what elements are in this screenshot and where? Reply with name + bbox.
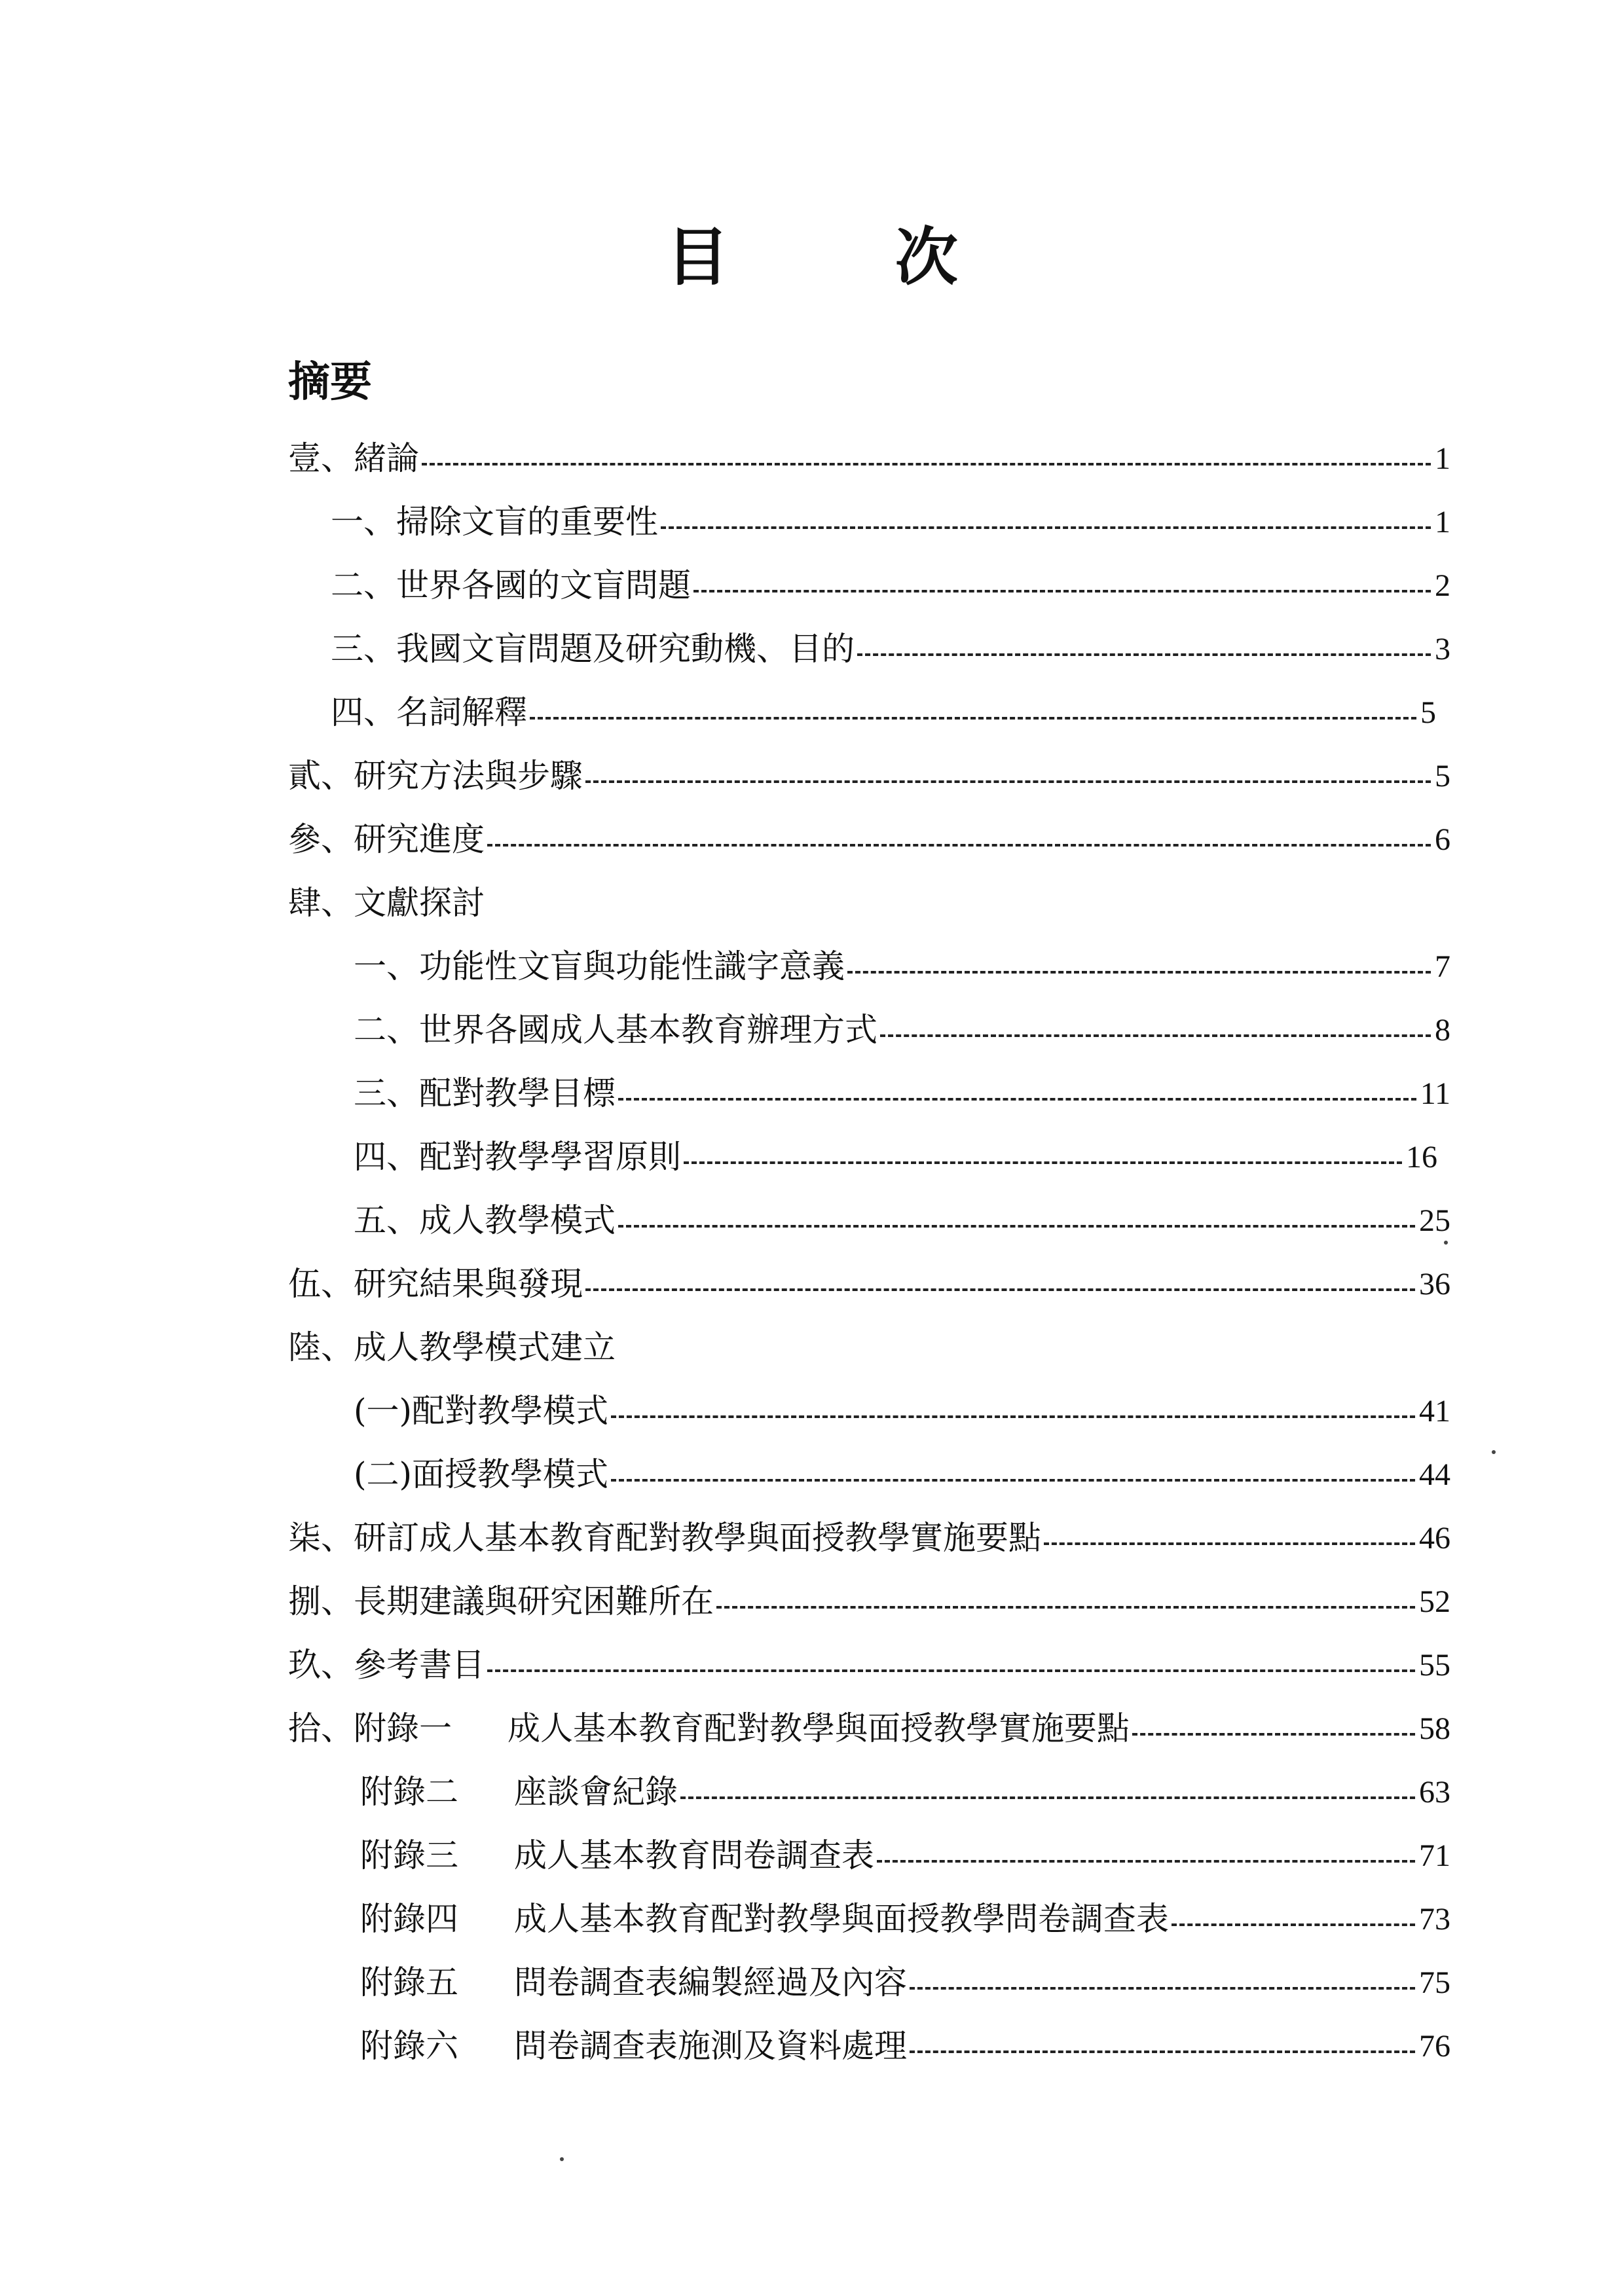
toc-entry-page: 71 (1419, 1838, 1450, 1873)
toc-entry (360, 2016, 1450, 2065)
toc-entry-label: 伍、研究結果與發現 (288, 1265, 583, 1303)
dot-leader (877, 1860, 1415, 1863)
toc-entry-page: 73 (1419, 1902, 1450, 1937)
toc-entry-label: 貳、研究方法與步驟 (288, 757, 583, 795)
toc-entry-label: 三、配對教學目標 (354, 1074, 616, 1112)
dot-leader (1044, 1542, 1415, 1545)
scan-speck (1444, 1241, 1448, 1245)
toc-entry-label: 柒、研訂成人基本教育配對教學與面授教學實施要點 (288, 1519, 1041, 1557)
appendix-title: 成人基本教育問卷調查表 (514, 1836, 874, 1874)
toc-entry-page: 6 (1435, 822, 1450, 857)
toc-entry-label: 壹、緒論 (288, 439, 419, 477)
dot-leader (585, 1288, 1415, 1291)
toc-entry (354, 1381, 1450, 1430)
toc-entry (288, 1572, 1450, 1618)
toc-entry (354, 1127, 1437, 1176)
toc-entry-label: (二)面授教學模式 (354, 1455, 609, 1493)
appendix-title: 座談會紀錄 (514, 1773, 678, 1811)
dot-leader (611, 1479, 1415, 1482)
toc-entry-page: 41 (1419, 1394, 1450, 1429)
dot-leader (618, 1225, 1415, 1228)
toc-entry-page: 7 (1435, 949, 1450, 984)
appendix-number: 附錄三 (360, 1836, 458, 1874)
scan-speck (1492, 1450, 1496, 1454)
toc-entry-label (360, 1773, 678, 1811)
toc-entry (331, 619, 1450, 668)
toc-entry (288, 810, 1450, 856)
dot-leader (530, 717, 1416, 720)
toc-entry-page: 63 (1419, 1775, 1450, 1810)
dot-leader (661, 526, 1431, 529)
toc-entry-page: 8 (1435, 1013, 1450, 1048)
dot-leader (910, 2050, 1415, 2053)
abstract-heading: 摘要 (288, 357, 372, 407)
toc-entry-page: 52 (1419, 1584, 1450, 1619)
toc-entry-page: 11 (1420, 1076, 1450, 1111)
toc-entry-label: 三、我國文盲問題及研究動機、目的 (331, 630, 855, 668)
appendix-title: 問卷調查表施測及資料處理 (514, 2027, 907, 2065)
toc-entry-page: 44 (1419, 1457, 1450, 1492)
toc-entry-label: 四、名詞解釋 (331, 693, 527, 731)
dot-leader (684, 1161, 1402, 1164)
toc-entry-label: 捌、長期建議與研究困難所在 (288, 1582, 714, 1620)
toc-entry-label: 肆、文獻探討 (288, 884, 485, 922)
toc-entry-label (360, 1963, 907, 2001)
toc-entry-page: 1 (1435, 505, 1450, 539)
toc-entry (360, 1762, 1450, 1811)
toc-entry (331, 492, 1450, 541)
toc-section-heading (288, 873, 1450, 922)
dot-leader (857, 653, 1431, 656)
toc-entry-label: 二、世界各國成人基本教育辦理方式 (354, 1011, 877, 1049)
toc-entry (331, 683, 1436, 729)
toc-entry-label: 二、世界各國的文盲問題 (331, 566, 691, 604)
appendix-number: 附錄四 (360, 1900, 458, 1938)
scan-speck (560, 2157, 564, 2161)
appendix-title: 問卷調查表編製經過及內容 (514, 1963, 907, 2001)
dot-leader (1132, 1733, 1415, 1736)
toc-entry (288, 746, 1450, 795)
toc-entry-page: 55 (1419, 1648, 1450, 1683)
toc-entry-page: 25 (1419, 1203, 1450, 1238)
toc-entry-label: 玖、參考書目 (288, 1646, 485, 1684)
toc-entry (360, 1826, 1450, 1872)
toc-entry (354, 1445, 1450, 1491)
toc-entry-page: 36 (1419, 1267, 1450, 1302)
toc-entry-label: 一、掃除文盲的重要性 (331, 503, 658, 541)
toc-entry (360, 1953, 1450, 1999)
toc-entry (288, 1508, 1450, 1557)
dot-leader (487, 844, 1431, 847)
toc-entry-prefix: 拾、 (288, 1709, 354, 1747)
toc-entry-label: 五、成人教學模式 (354, 1201, 616, 1239)
toc-entry (288, 1635, 1450, 1684)
toc-entry (354, 1000, 1450, 1049)
dot-leader (487, 1669, 1415, 1672)
toc-entry-label: 陸、成人教學模式建立 (288, 1328, 616, 1366)
dot-leader (880, 1034, 1431, 1037)
toc-entry-page: 75 (1419, 1965, 1450, 2000)
toc-entry-label: 四、配對教學學習原則 (354, 1138, 681, 1176)
toc-entry-page: 16 (1406, 1140, 1437, 1175)
dot-leader (680, 1796, 1415, 1799)
toc-entry (354, 937, 1450, 983)
toc-entry-label: (一)配對教學模式 (354, 1392, 609, 1430)
dot-leader (422, 463, 1431, 465)
dot-leader (618, 1098, 1416, 1101)
toc-entry-page: 58 (1419, 1711, 1450, 1746)
toc-entry-label: 參、研究進度 (288, 820, 485, 858)
dot-leader (847, 971, 1431, 974)
toc-entry (288, 1699, 1450, 1745)
dot-leader (1172, 1923, 1415, 1926)
toc-entry-page: 1 (1435, 441, 1450, 476)
toc-entry-page: 3 (1435, 632, 1450, 666)
toc-entry (331, 556, 1450, 602)
toc-entry-page: 5 (1420, 695, 1436, 730)
dot-leader (611, 1415, 1415, 1418)
appendix-number: 附錄二 (360, 1773, 458, 1811)
appendix-number: 附錄一 (354, 1709, 452, 1747)
appendix-title: 成人基本教育配對教學與面授教學問卷調查表 (514, 1900, 1169, 1938)
toc-entry-label (360, 1836, 874, 1874)
page-title: 目 次 (666, 220, 1030, 294)
toc-entry-page: 76 (1419, 2029, 1450, 2064)
toc-entry-page: 46 (1419, 1521, 1450, 1556)
toc-entry-page: 2 (1435, 568, 1450, 603)
appendix-number: 附錄五 (360, 1963, 458, 2001)
toc-entry (288, 429, 1450, 475)
toc-entry-label: 一、功能性文盲與功能性識字意義 (354, 947, 845, 985)
dot-leader (716, 1606, 1415, 1609)
toc-entry (354, 1064, 1450, 1110)
toc-entry (354, 1191, 1450, 1237)
dot-leader (585, 780, 1431, 783)
appendix-title: 成人基本教育配對教學與面授教學實施要點 (507, 1709, 1130, 1747)
toc-entry-label (360, 1900, 1169, 1938)
toc-section-heading (288, 1318, 1450, 1364)
appendix-number: 附錄六 (360, 2027, 458, 2065)
toc-entry (360, 1889, 1450, 1938)
dot-leader (693, 590, 1431, 592)
dot-leader (910, 1987, 1415, 1990)
toc-entry-label (360, 2027, 907, 2065)
toc-entry (288, 1254, 1450, 1303)
toc-entry-page: 5 (1435, 759, 1450, 793)
toc-entry-label (288, 1709, 1130, 1747)
